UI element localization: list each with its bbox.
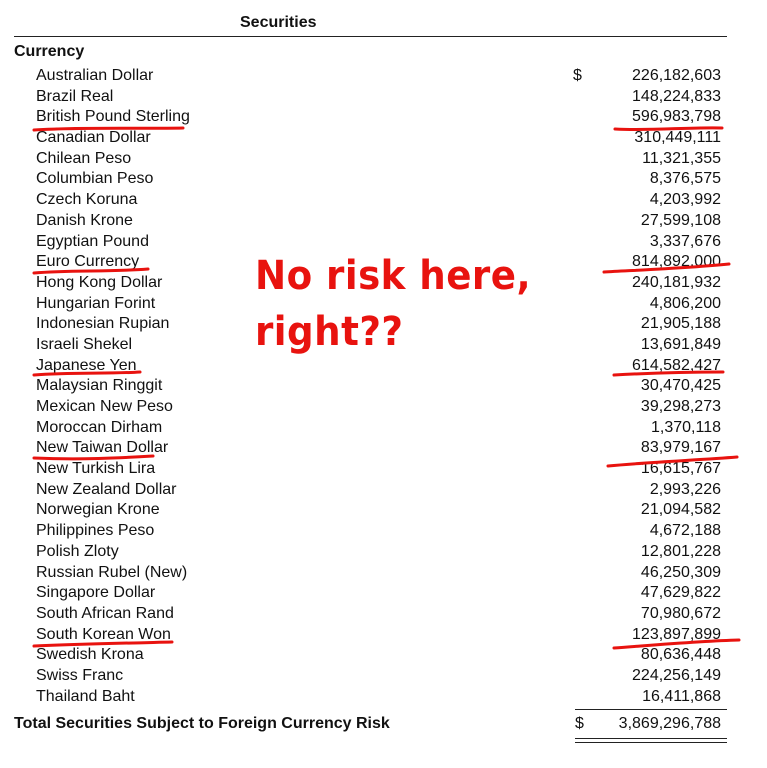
currency-name: Polish Zloty [36,542,119,560]
total-row [0,713,767,735]
currency-name: Indonesian Rupian [36,315,170,333]
table-row [0,438,767,459]
column-header: Securities [240,14,317,31]
currency-amount: 3,337,676 [649,232,721,250]
currency-name: Danish Krone [36,211,133,229]
currency-amount: 16,411,868 [642,687,721,705]
currency-table [0,66,767,707]
section-heading: Currency [14,43,85,60]
currency-amount: 814,892,000 [632,253,721,271]
currency-amount: 1,370,118 [651,418,721,436]
currency-name: Czech Koruna [36,191,138,209]
table-row [0,376,767,397]
table-row [0,459,767,480]
currency-name: Singapore Dollar [36,584,156,602]
total-dollar-sign: $ [575,715,584,732]
currency-amount: 16,615,767 [640,460,721,478]
currency-name: Chilean Peso [36,149,132,167]
currency-name: Japanese Yen [36,356,137,374]
total-amount: 3,869,296,788 [618,715,721,732]
currency-amount: 46,250,309 [640,563,721,581]
table-row [0,542,767,563]
currency-name: Canadian Dollar [36,129,151,147]
currency-amount: 8,376,575 [649,170,721,188]
table-row [0,211,767,232]
currency-amount: 614,582,427 [632,356,721,374]
currency-name: Norwegian Krone [36,501,160,519]
currency-amount: 30,470,425 [640,377,721,395]
currency-name: Philippines Peso [36,522,155,540]
table-row [0,666,767,687]
currency-name: Brazil Real [36,87,114,105]
table-row [0,397,767,418]
currency-name: New Turkish Lira [36,460,156,478]
currency-name: Euro Currency [36,253,140,271]
table-row [0,645,767,666]
currency-amount: 21,905,188 [640,315,721,333]
currency-amount: 240,181,932 [632,273,721,291]
currency-amount: 80,636,448 [640,646,721,664]
double-rule-top [575,738,727,739]
currency-amount: 4,806,200 [649,294,721,312]
currency-amount: 123,897,899 [632,625,721,643]
table-row [0,107,767,128]
currency-name: Mexican New Peso [36,398,173,415]
currency-name: Russian Rubel (New) [36,563,188,581]
currency-amount: 2,993,226 [649,480,721,498]
currency-name: South African Rand [36,604,174,622]
table-row [0,500,767,521]
table-row [0,418,767,439]
currency-name: Columbian Peso [36,170,154,188]
sum-rule [575,709,727,710]
currency-amount: 70,980,672 [640,604,721,622]
currency-name: Hungarian Forint [36,294,156,312]
table-row [0,66,767,87]
currency-amount: 39,298,273 [640,398,721,415]
header-rule [14,36,727,37]
currency-name: Egyptian Pound [36,232,149,250]
annotation-line-1: No risk here, [255,253,532,299]
handwritten-annotation [255,248,531,360]
table-row [0,521,767,542]
table-row [0,604,767,625]
currency-name: New Zealand Dollar [36,480,177,498]
currency-name: Moroccan Dirham [36,418,163,436]
double-rule-bottom [575,742,727,743]
currency-amount: 21,094,582 [640,501,721,519]
table-row [0,687,767,708]
table-row [0,583,767,604]
currency-name: Swedish Krona [36,646,144,664]
currency-name: Hong Kong Dollar [36,273,163,291]
table-row [0,87,767,108]
currency-amount: 27,599,108 [640,211,721,229]
currency-name: Swiss Franc [36,666,124,684]
table-row [0,128,767,149]
currency-name: Thailand Baht [36,687,135,705]
currency-amount: 148,224,833 [632,87,721,105]
table-row [0,169,767,190]
currency-name: British Pound Sterling [36,108,190,126]
currency-name: Israeli Shekel [36,335,133,353]
currency-amount: 83,979,167 [640,439,721,457]
dollar-sign: $ [573,67,582,84]
currency-amount: 47,629,822 [640,584,721,602]
currency-name: Australian Dollar [36,67,154,84]
table-row [0,190,767,211]
table-row [0,625,767,646]
currency-amount: 4,672,188 [649,522,721,540]
currency-amount: 12,801,228 [640,542,721,560]
table-row [0,563,767,584]
currency-name: New Taiwan Dollar [36,439,169,457]
currency-name: South Korean Won [36,625,171,643]
table-row [0,480,767,501]
table-row [0,149,767,170]
currency-name: Malaysian Ringgit [36,377,163,395]
currency-amount: 13,691,849 [640,335,721,353]
currency-amount: 596,983,798 [632,108,721,126]
currency-amount: 4,203,992 [649,191,721,209]
currency-amount: 226,182,603 [632,67,721,84]
currency-amount: 224,256,149 [632,666,721,684]
annotation-line-2: right?? [255,309,404,355]
currency-amount: 11,321,355 [642,149,721,167]
total-label: Total Securities Subject to Foreign Currency Risk [14,715,390,732]
currency-amount: 310,449,111 [634,129,721,147]
